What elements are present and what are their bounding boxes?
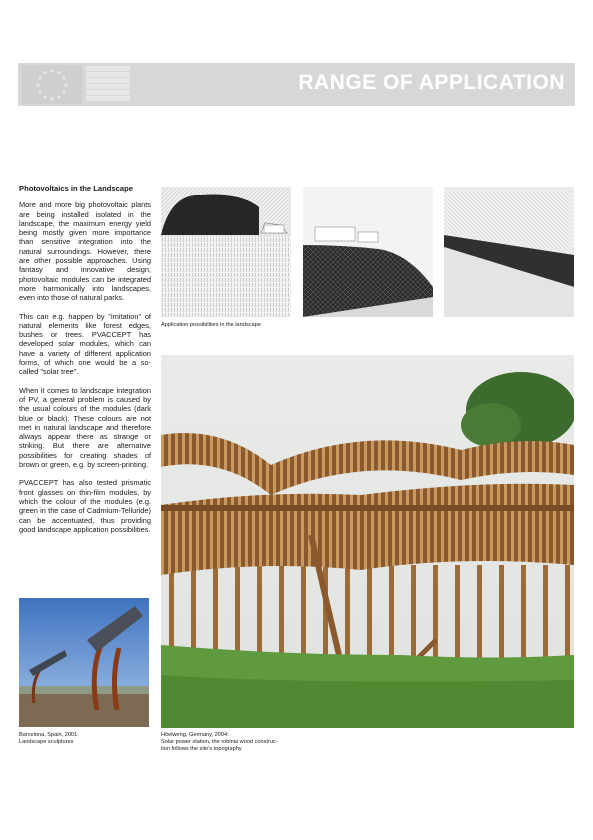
article-heading: Photovoltaics in the Landscape: [19, 184, 133, 193]
sketch-forest-edge: [161, 187, 291, 317]
caption-barcelona-line: Landscape sculptures: [19, 739, 74, 745]
article-column: [19, 184, 151, 543]
eu-program-logotype: [86, 66, 130, 104]
article-paragraph: When it comes to landscape integration of PV, a general problem is caused by the usual colours of the modules (dark blue or black). These colours are not met in natural landscape and therefore always appear there as strange or striking. But there are alternative possibilities for creating shades of brown or green, e.g. by screen-printing.: [19, 385, 151, 470]
page-title: RANGE OF APPLICATION: [298, 71, 565, 94]
caption-hoeweng-line: Höelweng, Germany, 2004:: [161, 732, 229, 738]
sketch-embankment: [303, 187, 433, 317]
caption-sketches: Application possibilities in the landscape: [161, 322, 261, 328]
article-paragraph: PVACCEPT has also tested prismatic front glasses on thin-film modules, by which the colour of the modules (e.g. green in the case of Cadmium-Telluride) can be accentuated, thus providing good landscape application possibilities.: [19, 478, 151, 534]
caption-barcelona: [19, 732, 79, 746]
caption-hoeweng-line: Solar power station, the robinia wood construc-: [161, 739, 278, 745]
eu-flag-logo: [22, 65, 82, 104]
photo-barcelona-sculptures: [19, 598, 149, 727]
article-paragraph: More and more big photovoltaic plants are being installed isolated in the landscape, the maximum energy yield being mostly given more importance than sensitive integration into the natural surroundings. However, there are other possible approaches. Using fantasy and innovative design, photovoltaic modules can be integrated more harmonically into landscapes, even into those of natural parks.: [19, 200, 151, 303]
sketch-hedge: [444, 187, 574, 317]
caption-barcelona-line: Barcelona, Spain, 2001:: [19, 732, 79, 738]
article-paragraph: This can e.g. happen by "imitation" of natural elements like forest edges, bushes or trees. PVACCEPT has developed solar modules, which can have a variety of different application forms, of which one would be a so-called "solar tree".: [19, 311, 151, 377]
caption-hoeweng: [161, 732, 278, 753]
header-banner: [18, 63, 575, 106]
photo-hoeweng-solar-station: [161, 355, 574, 728]
caption-hoeweng-line: tion follows the site's topography: [161, 746, 242, 752]
